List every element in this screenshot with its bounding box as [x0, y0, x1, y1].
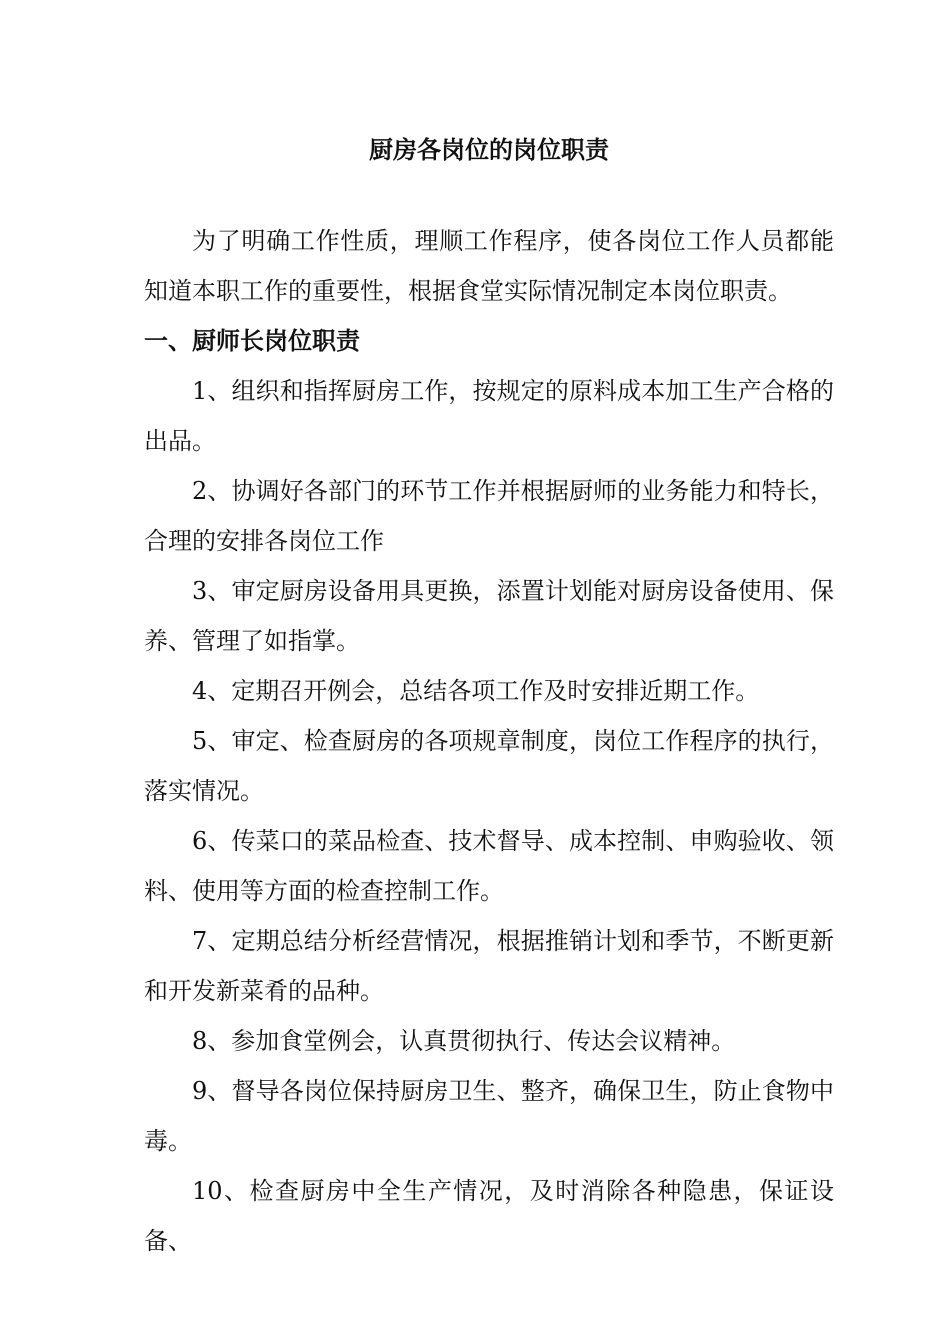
list-item: 3、审定厨房设备用具更换，添置计划能对厨房设备使用、保养、管理了如指掌。 — [144, 577, 834, 655]
section-heading: 一、厨师长岗位职责 — [144, 326, 360, 355]
list-item: 4、定期召开例会，总结各项工作及时安排近期工作。 — [192, 677, 760, 705]
list-item: 6、传菜口的菜品检查、技术督导、成本控制、申购验收、领料、使用等方面的检查控制工作。 — [144, 827, 834, 905]
list-item: 9、督导各岗位保持厨房卫生、整齐，确保卫生，防止食物中毒。 — [144, 1077, 834, 1155]
document-title: 厨房各岗位的岗位职责 — [369, 135, 609, 164]
list-item: 8、参加食堂例会，认真贯彻执行、传达会议精神。 — [192, 1027, 736, 1055]
list-item: 7、定期总结分析经营情况，根据推销计划和季节，不断更新和开发新菜肴的品种。 — [144, 927, 834, 1005]
intro-paragraph: 为了明确工作性质，理顺工作程序，使各岗位工作人员都能知道本职工作的重要性，根据食堂实际情况制定本岗位职责。 — [144, 227, 834, 305]
document-page — [144, 128, 834, 1266]
list-item: 2、协调好各部门的环节工作并根据厨师的业务能力和特长，合理的安排各岗位工作 — [144, 477, 834, 555]
list-item: 10、检查厨房中全生产情况，及时消除各种隐患，保证设备、 — [144, 1177, 834, 1255]
list-item: 5、审定、检查厨房的各项规章制度，岗位工作程序的执行，落实情况。 — [144, 727, 834, 805]
list-item: 1、组织和指挥厨房工作，按规定的原料成本加工生产合格的出品。 — [144, 377, 834, 455]
